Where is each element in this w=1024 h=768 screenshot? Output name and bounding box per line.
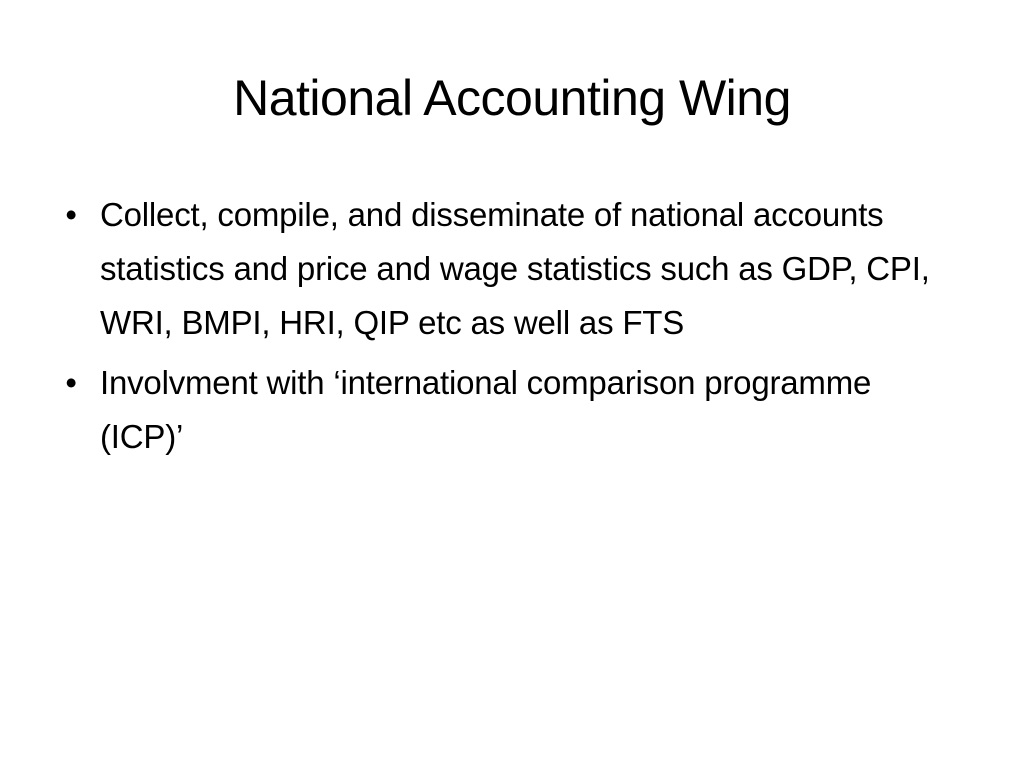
bullet-item	[56, 188, 956, 350]
bullet-dot-icon: •	[65, 364, 77, 401]
bullet-text: Collect, compile, and disseminate of national accounts statistics and price and wage statistics such as GDP, CPI, WRI, BMPI, HRI, QIP etc as well as FTS	[100, 196, 930, 341]
slide-title: National Accounting Wing	[233, 70, 791, 126]
bullet-item	[56, 356, 956, 464]
bullet-dot-icon: •	[65, 196, 77, 233]
bullet-list	[56, 188, 956, 470]
bullet-text: Involvment with ‘international comparison programme (ICP)’	[100, 364, 872, 455]
